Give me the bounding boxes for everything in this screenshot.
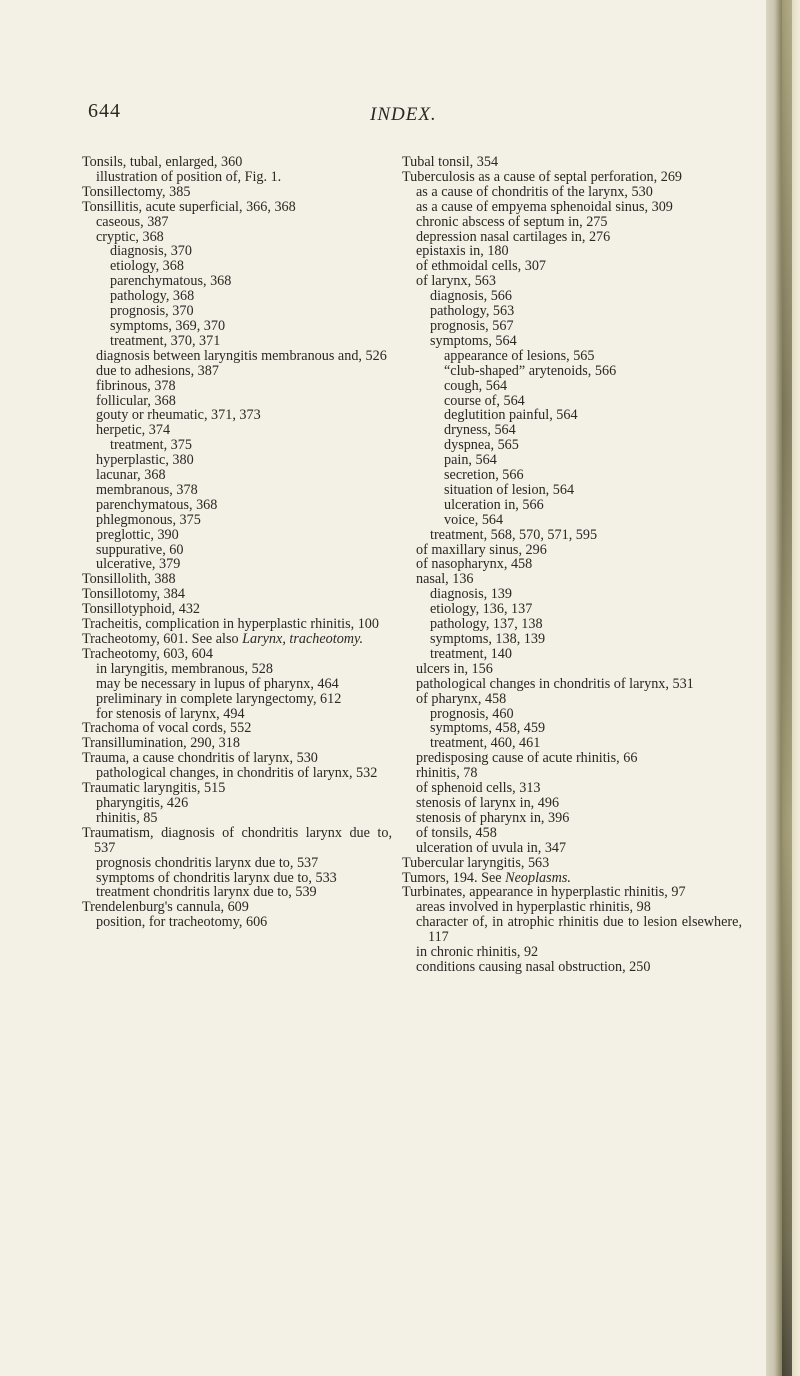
index-entry — [402, 423, 742, 438]
index-entry-text: Tonsillitis, acute superficial, 366, 368 — [82, 198, 296, 215]
index-entry — [82, 230, 392, 245]
index-entry-text: herpetic, 374 — [96, 422, 171, 439]
index-entry — [402, 647, 742, 662]
index-entry — [402, 334, 742, 349]
index-entry-text: Tubercular laryngitis, 563 — [402, 854, 550, 871]
index-entry-text: caseous, 387 — [96, 213, 169, 230]
index-entry — [82, 811, 392, 826]
index-entry — [82, 483, 392, 498]
index-entry-text: diagnosis, 370 — [110, 243, 192, 260]
index-entry — [402, 543, 742, 558]
index-entry — [402, 438, 742, 453]
index-entry — [402, 379, 742, 394]
index-entry-text: symptoms, 564 — [430, 332, 517, 349]
index-entry — [402, 572, 742, 587]
index-entry-text: Tonsillectomy, 385 — [82, 183, 191, 200]
index-entry-text: nasal, 136 — [416, 571, 474, 588]
index-entry — [82, 617, 392, 632]
index-entry — [402, 826, 742, 841]
index-entry-text: cryptic, 368 — [96, 228, 164, 245]
index-entry-text: of pharynx, 458 — [416, 690, 507, 707]
index-entry — [82, 915, 392, 930]
running-title: INDEX. — [370, 104, 437, 125]
index-entry-text: deglutition painful, 564 — [444, 407, 578, 424]
index-entry — [402, 781, 742, 796]
index-entry — [402, 468, 742, 483]
index-entry-text: Tumors, 194. See — [402, 869, 502, 886]
index-entry — [82, 215, 392, 230]
index-entry — [402, 751, 742, 766]
index-entry-text: “club-shaped” arytenoids, 566 — [444, 362, 617, 379]
index-entry-text: prognosis, 370 — [110, 303, 194, 320]
index-entry — [402, 871, 742, 886]
index-entry-text: prognosis, 567 — [430, 317, 514, 334]
index-entry — [82, 423, 392, 438]
index-entry-text: suppurative, 60 — [96, 541, 184, 558]
index-entry — [82, 677, 392, 692]
index-entry-text: conditions causing nasal obstruction, 250 — [416, 958, 651, 975]
index-entry-text: depression nasal cartilages in, 276 — [416, 228, 611, 245]
index-entry — [82, 647, 392, 662]
index-entry-text: Tracheitis, complication in hyperplastic rhinitis, 100 — [82, 616, 379, 633]
index-entry — [82, 170, 392, 185]
index-entry — [82, 379, 392, 394]
index-entry — [402, 632, 742, 647]
index-entry — [402, 483, 742, 498]
index-entry-text: areas involved in hyperplastic rhinitis, 98 — [416, 899, 651, 916]
index-entry-cross-reference: Neoplasms. — [505, 869, 571, 886]
index-entry — [82, 885, 392, 900]
index-entry-text: ulcerative, 379 — [96, 556, 181, 573]
index-entry — [402, 453, 742, 468]
index-entry — [82, 468, 392, 483]
index-entry-text: treatment, 370, 371 — [110, 332, 221, 349]
index-entry-text: as a cause of chondritis of the larynx, 530 — [416, 183, 653, 200]
page-binding-edge — [782, 0, 792, 1376]
index-entry-text: of tonsils, 458 — [416, 824, 497, 841]
index-entry-text: rhinitis, 85 — [96, 809, 158, 826]
index-entry — [82, 349, 392, 364]
index-entry — [402, 170, 742, 185]
index-entry-text: pathology, 563 — [430, 303, 515, 320]
index-entry — [402, 766, 742, 781]
index-entry-text: position, for tracheotomy, 606 — [96, 914, 268, 931]
index-entry — [402, 230, 742, 245]
index-entry — [402, 394, 742, 409]
index-entry — [82, 662, 392, 677]
index-entry — [82, 498, 392, 513]
index-entry-text: rhinitis, 78 — [416, 765, 478, 782]
index-entry-text: appearance of lesions, 565 — [444, 347, 595, 364]
index-entry — [402, 885, 742, 900]
index-entry — [82, 602, 392, 617]
index-entry — [402, 811, 742, 826]
index-entry — [402, 707, 742, 722]
index-entry — [402, 721, 742, 736]
index-entry — [82, 587, 392, 602]
index-entry-text: cough, 564 — [444, 377, 508, 394]
index-entry — [82, 319, 392, 334]
index-entry-text: dryness, 564 — [444, 422, 516, 439]
index-entry — [402, 259, 742, 274]
index-entry-text: voice, 564 — [444, 511, 504, 528]
index-entry-text: Trendelenburg's cannula, 609 — [82, 899, 249, 916]
index-entry — [402, 513, 742, 528]
index-entry-text: fibrinous, 378 — [96, 377, 176, 394]
index-entry — [402, 304, 742, 319]
index-entry-text: treatment chondritis larynx due to, 539 — [96, 884, 317, 901]
index-entry-text: symptoms of chondritis larynx due to, 533 — [96, 869, 337, 886]
index-entry — [402, 185, 742, 200]
index-entry — [402, 841, 742, 856]
index-entry — [402, 915, 742, 945]
index-entry — [82, 572, 392, 587]
index-entry-text: Tubal tonsil, 354 — [402, 154, 499, 170]
index-entry-text: Traumatism, diagnosis of chondritis larynx due to, 537 — [82, 824, 392, 856]
index-entry — [402, 289, 742, 304]
index-entry-text: ulcers in, 156 — [416, 660, 493, 677]
index-entry — [82, 796, 392, 811]
index-entry-text: dyspnea, 565 — [444, 437, 519, 454]
index-entry-text: for stenosis of larynx, 494 — [96, 705, 245, 722]
index-entry — [82, 394, 392, 409]
index-entry-text: diagnosis, 566 — [430, 288, 512, 305]
index-entry-text: of larynx, 563 — [416, 273, 496, 290]
index-entry — [82, 289, 392, 304]
index-entry-text: Tonsillotyphoid, 432 — [82, 601, 201, 618]
index-entry — [402, 215, 742, 230]
index-entry — [402, 602, 742, 617]
index-entry — [82, 751, 392, 766]
index-entry-text: pathological changes in chondritis of larynx, 531 — [416, 675, 694, 692]
index-entry-text: as a cause of empyema sphenoidal sinus, 309 — [416, 198, 673, 215]
index-entry-text: Turbinates, appearance in hyperplastic rhinitis, 97 — [402, 884, 686, 901]
index-entry-text: Tracheotomy, 603, 604 — [82, 645, 213, 662]
index-entry — [82, 543, 392, 558]
index-entry — [82, 185, 392, 200]
index-entry — [402, 960, 742, 975]
index-entry-text: secretion, 566 — [444, 467, 524, 484]
index-entry-text: prognosis chondritis larynx due to, 537 — [96, 854, 319, 871]
index-entry-text: Tonsillolith, 388 — [82, 571, 176, 588]
index-entry-text: symptoms, 138, 139 — [430, 631, 546, 647]
index-entry-text: symptoms, 458, 459 — [430, 720, 546, 737]
index-entry-text: of nasopharynx, 458 — [416, 556, 533, 573]
index-entry-text: Trauma, a cause chondritis of larynx, 530 — [82, 750, 318, 767]
index-entry-text: Transillumination, 290, 318 — [82, 735, 240, 752]
index-entry — [82, 274, 392, 289]
index-entry — [82, 513, 392, 528]
index-entry-text: Tonsillotomy, 384 — [82, 586, 185, 603]
index-entry-text: pathological changes, in chondritis of larynx, 532 — [96, 765, 378, 782]
index-entry — [402, 587, 742, 602]
index-entry-text: character of, in atrophic rhinitis due to lesion elsewhere, 117 — [416, 914, 742, 946]
index-entry-text: stenosis of larynx in, 496 — [416, 794, 560, 811]
index-entry — [402, 945, 742, 960]
index-entry — [402, 900, 742, 915]
index-entry-text: due to adhesions, 387 — [96, 362, 219, 379]
index-entry-text: phlegmonous, 375 — [96, 511, 201, 528]
index-entry — [82, 826, 392, 856]
index-entry-text: illustration of position of, Fig. 1. — [96, 168, 282, 185]
index-entry-text: pathology, 368 — [110, 288, 195, 305]
index-entry-text: parenchymatous, 368 — [110, 273, 232, 290]
index-entry — [82, 438, 392, 453]
index-entry-text: of sphenoid cells, 313 — [416, 780, 541, 797]
index-entry — [402, 200, 742, 215]
index-entry — [82, 721, 392, 736]
index-entry — [82, 871, 392, 886]
index-entry — [82, 155, 392, 170]
index-entry — [82, 259, 392, 274]
index-entry — [402, 617, 742, 632]
index-entry — [402, 856, 742, 871]
index-entry-text: may be necessary in lupus of pharynx, 464 — [96, 675, 339, 692]
index-entry-text: diagnosis, 139 — [430, 586, 512, 603]
index-entry-text: hyperplastic, 380 — [96, 452, 194, 469]
index-entry — [402, 319, 742, 334]
index-entry — [402, 677, 742, 692]
index-column-right — [402, 155, 742, 975]
index-entry-text: prognosis, 460 — [430, 705, 514, 722]
page-number: 644 — [88, 100, 121, 122]
index-entry — [82, 200, 392, 215]
index-entry-text: situation of lesion, 564 — [444, 481, 575, 498]
index-entry-text: treatment, 460, 461 — [430, 735, 541, 752]
index-entry-text: treatment, 568, 570, 571, 595 — [430, 526, 598, 543]
index-entry-text: pharyngitis, 426 — [96, 794, 189, 811]
index-entry-cross-reference: Larynx, tracheotomy. — [242, 631, 364, 647]
index-entry — [82, 707, 392, 722]
index-entry-text: ulceration of uvula in, 347 — [416, 839, 567, 856]
index-entry-text: treatment, 375 — [110, 437, 192, 454]
index-entry — [82, 244, 392, 259]
index-entry-text: etiology, 136, 137 — [430, 601, 533, 618]
index-entry-text: Traumatic laryngitis, 515 — [82, 780, 226, 797]
index-entry-text: epistaxis in, 180 — [416, 243, 509, 260]
index-entry — [402, 498, 742, 513]
index-entry — [402, 796, 742, 811]
index-entry-text: preglottic, 390 — [96, 526, 179, 543]
index-entry — [82, 334, 392, 349]
index-entry — [402, 364, 742, 379]
index-entry-text: predisposing cause of acute rhinitis, 66 — [416, 750, 638, 767]
index-entry — [82, 557, 392, 572]
index-entry — [402, 528, 742, 543]
index-entry-text: diagnosis between laryngitis membranous and, 526 — [96, 347, 387, 364]
index-entry-text: Tuberculosis as a cause of septal perforation, 269 — [402, 168, 683, 185]
index-entry — [82, 408, 392, 423]
index-entry-text: Tracheotomy, 601. See also — [82, 631, 239, 647]
index-entry-text: ulceration in, 566 — [444, 496, 544, 513]
index-entry-text: membranous, 378 — [96, 481, 198, 498]
index-entry-text: in laryngitis, membranous, 528 — [96, 660, 273, 677]
index-entry-text: stenosis of pharynx in, 396 — [416, 809, 570, 826]
index-entry-text: gouty or rheumatic, 371, 373 — [96, 407, 261, 424]
index-entry-text: etiology, 368 — [110, 258, 184, 275]
index-entry — [82, 364, 392, 379]
index-entry-text: in chronic rhinitis, 92 — [416, 944, 539, 961]
index-entry — [82, 781, 392, 796]
index-entry-text: Tonsils, tubal, enlarged, 360 — [82, 154, 243, 170]
index-entry — [82, 856, 392, 871]
index-entry — [402, 408, 742, 423]
index-entry — [402, 736, 742, 751]
index-column-left — [82, 155, 392, 930]
index-entry-text: of ethmoidal cells, 307 — [416, 258, 547, 275]
index-entry — [402, 662, 742, 677]
index-entry — [82, 304, 392, 319]
index-entry-text: course of, 564 — [444, 392, 525, 409]
index-entry — [82, 453, 392, 468]
index-entry — [82, 766, 392, 781]
index-entry — [82, 692, 392, 707]
index-entry — [402, 557, 742, 572]
index-entry-text: pathology, 137, 138 — [430, 616, 543, 633]
index-entry — [402, 349, 742, 364]
index-entry — [402, 155, 742, 170]
index-entry-text: preliminary in complete laryngectomy, 612 — [96, 690, 342, 707]
index-entry-text: follicular, 368 — [96, 392, 176, 409]
index-entry-text: parenchymatous, 368 — [96, 496, 218, 513]
index-entry — [82, 900, 392, 915]
index-entry — [82, 632, 392, 647]
index-entry-text: chronic abscess of septum in, 275 — [416, 213, 608, 230]
index-entry-text: Trachoma of vocal cords, 552 — [82, 720, 252, 737]
index-entry-text: treatment, 140 — [430, 645, 512, 662]
index-entry — [82, 528, 392, 543]
index-entry-text: symptoms, 369, 370 — [110, 317, 226, 334]
index-entry — [402, 274, 742, 289]
index-entry-text: lacunar, 368 — [96, 467, 166, 484]
index-entry-text: of maxillary sinus, 296 — [416, 541, 547, 558]
index-entry-text: pain, 564 — [444, 452, 497, 469]
index-entry — [82, 736, 392, 751]
index-entry — [402, 692, 742, 707]
index-entry — [402, 244, 742, 259]
page-header — [0, 100, 800, 130]
